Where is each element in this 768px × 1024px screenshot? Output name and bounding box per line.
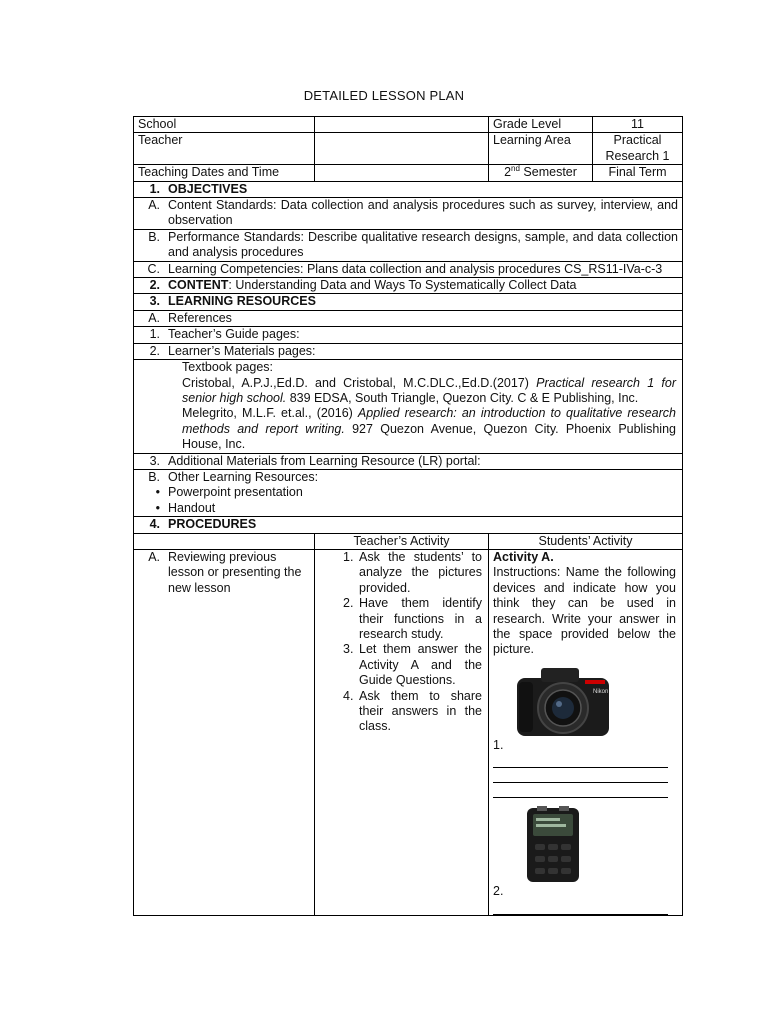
learners-materials-label: Learner’s Materials pages:	[168, 343, 316, 358]
content-number: 2.	[149, 278, 160, 293]
step-text: Have them identify their functions in a research study.	[359, 596, 482, 641]
procedure-a-letter: A.	[148, 549, 160, 564]
procedure-a-row	[134, 549, 683, 915]
teacher-step	[343, 550, 482, 596]
bullet-mark: •	[155, 485, 160, 500]
document-title: DETAILED LESSON PLAN	[303, 88, 465, 103]
dates-row	[134, 165, 683, 181]
objectives-heading: OBJECTIVES	[168, 181, 248, 196]
camera-picture	[513, 660, 613, 738]
textbook-row	[134, 360, 683, 453]
reference-1-publisher: 839 EDSA, South Triangle, Quezon City. C & E Publishing, Inc.	[286, 390, 639, 405]
grade-label: Grade Level	[489, 117, 593, 133]
performance-standards-row	[134, 229, 683, 261]
step-number: 2.	[343, 596, 354, 611]
learning-competencies-text: Learning Competencies: Plans data collection and analysis procedures CS_RS11-IVa-c-3	[168, 261, 663, 276]
resources-heading: LEARNING RESOURCES	[168, 294, 316, 309]
step-text: Ask them to share their answers in the class.	[359, 688, 482, 734]
step-text: Ask the students’ to analyze the pictures provided.	[359, 549, 482, 595]
semester-word: Semester	[519, 165, 577, 180]
objectives-heading-row	[134, 181, 683, 197]
teacher-steps-cell	[315, 549, 489, 915]
answer-line	[493, 783, 668, 798]
semester-suffix: nd	[511, 164, 520, 174]
references-letter: A.	[148, 310, 160, 325]
teaching-dates-value	[315, 165, 489, 181]
objective-c-letter: C.	[147, 261, 160, 276]
objective-a-letter: A.	[148, 198, 160, 213]
textbook-label: Textbook pages:	[182, 360, 274, 375]
resources-number: 3.	[149, 294, 160, 309]
content-standards-row	[134, 198, 683, 230]
lesson-plan-table	[133, 116, 683, 916]
other-resources-row	[134, 469, 683, 516]
reference-2-publisher: 927 Quezon Avenue, Quezon City. Phoenix Publishing House, Inc.	[182, 421, 676, 452]
school-value	[315, 117, 489, 133]
answer-line	[493, 900, 668, 915]
procedures-heading-row	[134, 517, 683, 533]
references-label: References	[168, 310, 232, 325]
procedures-number: 4.	[149, 517, 160, 532]
grade-value: 11	[593, 117, 683, 133]
procedures-heading: PROCEDURES	[168, 517, 257, 532]
content-text: : Understanding Data and Ways To Systematically Collect Data	[228, 278, 577, 293]
teacher-label: Teacher	[134, 133, 315, 165]
objective-b-letter: B.	[148, 229, 160, 244]
objectives-number: 1.	[149, 181, 160, 196]
reference-1-title: Practical research 1 for senior high school.	[182, 375, 676, 405]
voice-recorder-picture	[513, 804, 593, 884]
teacher-step	[343, 596, 482, 642]
teacher-row	[134, 133, 683, 165]
bullet-item	[138, 485, 678, 500]
step-number: 3.	[343, 642, 354, 657]
performance-standards-text: Performance Standards: Describe qualitative research designs, sample, and data collection and analysis procedures	[168, 229, 678, 260]
content-row	[134, 278, 683, 294]
bullet-mark: •	[155, 500, 160, 515]
activity-instructions: Instructions: Name the following devices and indicate how you think they can be used in research. Write your answer in the space provided below the picture.	[493, 565, 676, 657]
learners-materials-row	[134, 343, 683, 359]
bullet-handout: Handout	[168, 500, 216, 515]
references-row	[134, 310, 683, 326]
teacher-steps-list	[343, 550, 482, 735]
learning-area-label: Learning Area	[489, 133, 593, 165]
content-heading: CONTENT	[168, 278, 229, 293]
teacher-step	[343, 642, 482, 688]
students-activity-cell	[489, 549, 683, 915]
term-value: Final Term	[593, 165, 683, 181]
other-resources-label: Other Learning Resources:	[168, 469, 319, 484]
learning-area-value: Practical Research 1	[593, 133, 683, 165]
resources-heading-row	[134, 294, 683, 310]
additional-materials-label: Additional Materials from Learning Resource (LR) portal:	[168, 453, 481, 468]
reference-2-title: Applied research: an introduction to qualitative research methods and report writing.	[182, 406, 677, 436]
reference-2	[182, 406, 676, 452]
bullet-item	[138, 501, 678, 516]
teacher-activity-header: Teacher’s Activity	[315, 533, 489, 549]
answer-2-number: 2.	[493, 884, 504, 899]
teaching-dates-label: Teaching Dates and Time	[134, 165, 315, 181]
camera-brand: Nikon	[593, 688, 609, 695]
answer-1-number: 1.	[493, 737, 504, 752]
additional-materials-number: 3.	[149, 453, 160, 468]
answer-line	[493, 753, 668, 768]
teachers-guide-number: 1.	[149, 327, 160, 342]
school-row	[134, 117, 683, 133]
step-number: 1.	[343, 549, 354, 564]
reference-1-authors: Cristobal, A.P.J.,Ed.D. and Cristobal, M.C.DLC.,Ed.D.(2017)	[182, 375, 537, 390]
bullet-powerpoint: Powerpoint presentation	[168, 485, 303, 500]
teacher-step	[343, 689, 482, 735]
step-text: Let them answer the Activity A and the Guide Questions.	[359, 642, 482, 688]
semester-cell	[489, 165, 593, 181]
other-resources-letter: B.	[148, 469, 160, 484]
reference-1	[182, 376, 676, 407]
semester-number: 2	[504, 165, 512, 180]
students-activity-header: Students’ Activity	[489, 533, 683, 549]
activity-title: Activity A.	[493, 549, 554, 564]
learning-competencies-row	[134, 261, 683, 277]
learners-materials-number: 2.	[149, 343, 160, 358]
step-number: 4.	[343, 688, 354, 703]
teachers-guide-row	[134, 327, 683, 343]
teacher-value	[315, 133, 489, 165]
content-standards-text: Content Standards: Data collection and analysis procedures such as survey, interview, and observation	[168, 198, 678, 228]
additional-materials-row	[134, 453, 683, 469]
reference-2-authors: Melegrito, M.L.F. et.al., (2016)	[182, 406, 358, 421]
procedures-columns-row	[134, 533, 683, 549]
school-label: School	[134, 117, 315, 133]
teachers-guide-label: Teacher’s Guide pages:	[168, 327, 300, 342]
answer-line	[493, 768, 668, 783]
procedure-a-label: Reviewing previous lesson or presenting the new lesson	[168, 549, 302, 595]
